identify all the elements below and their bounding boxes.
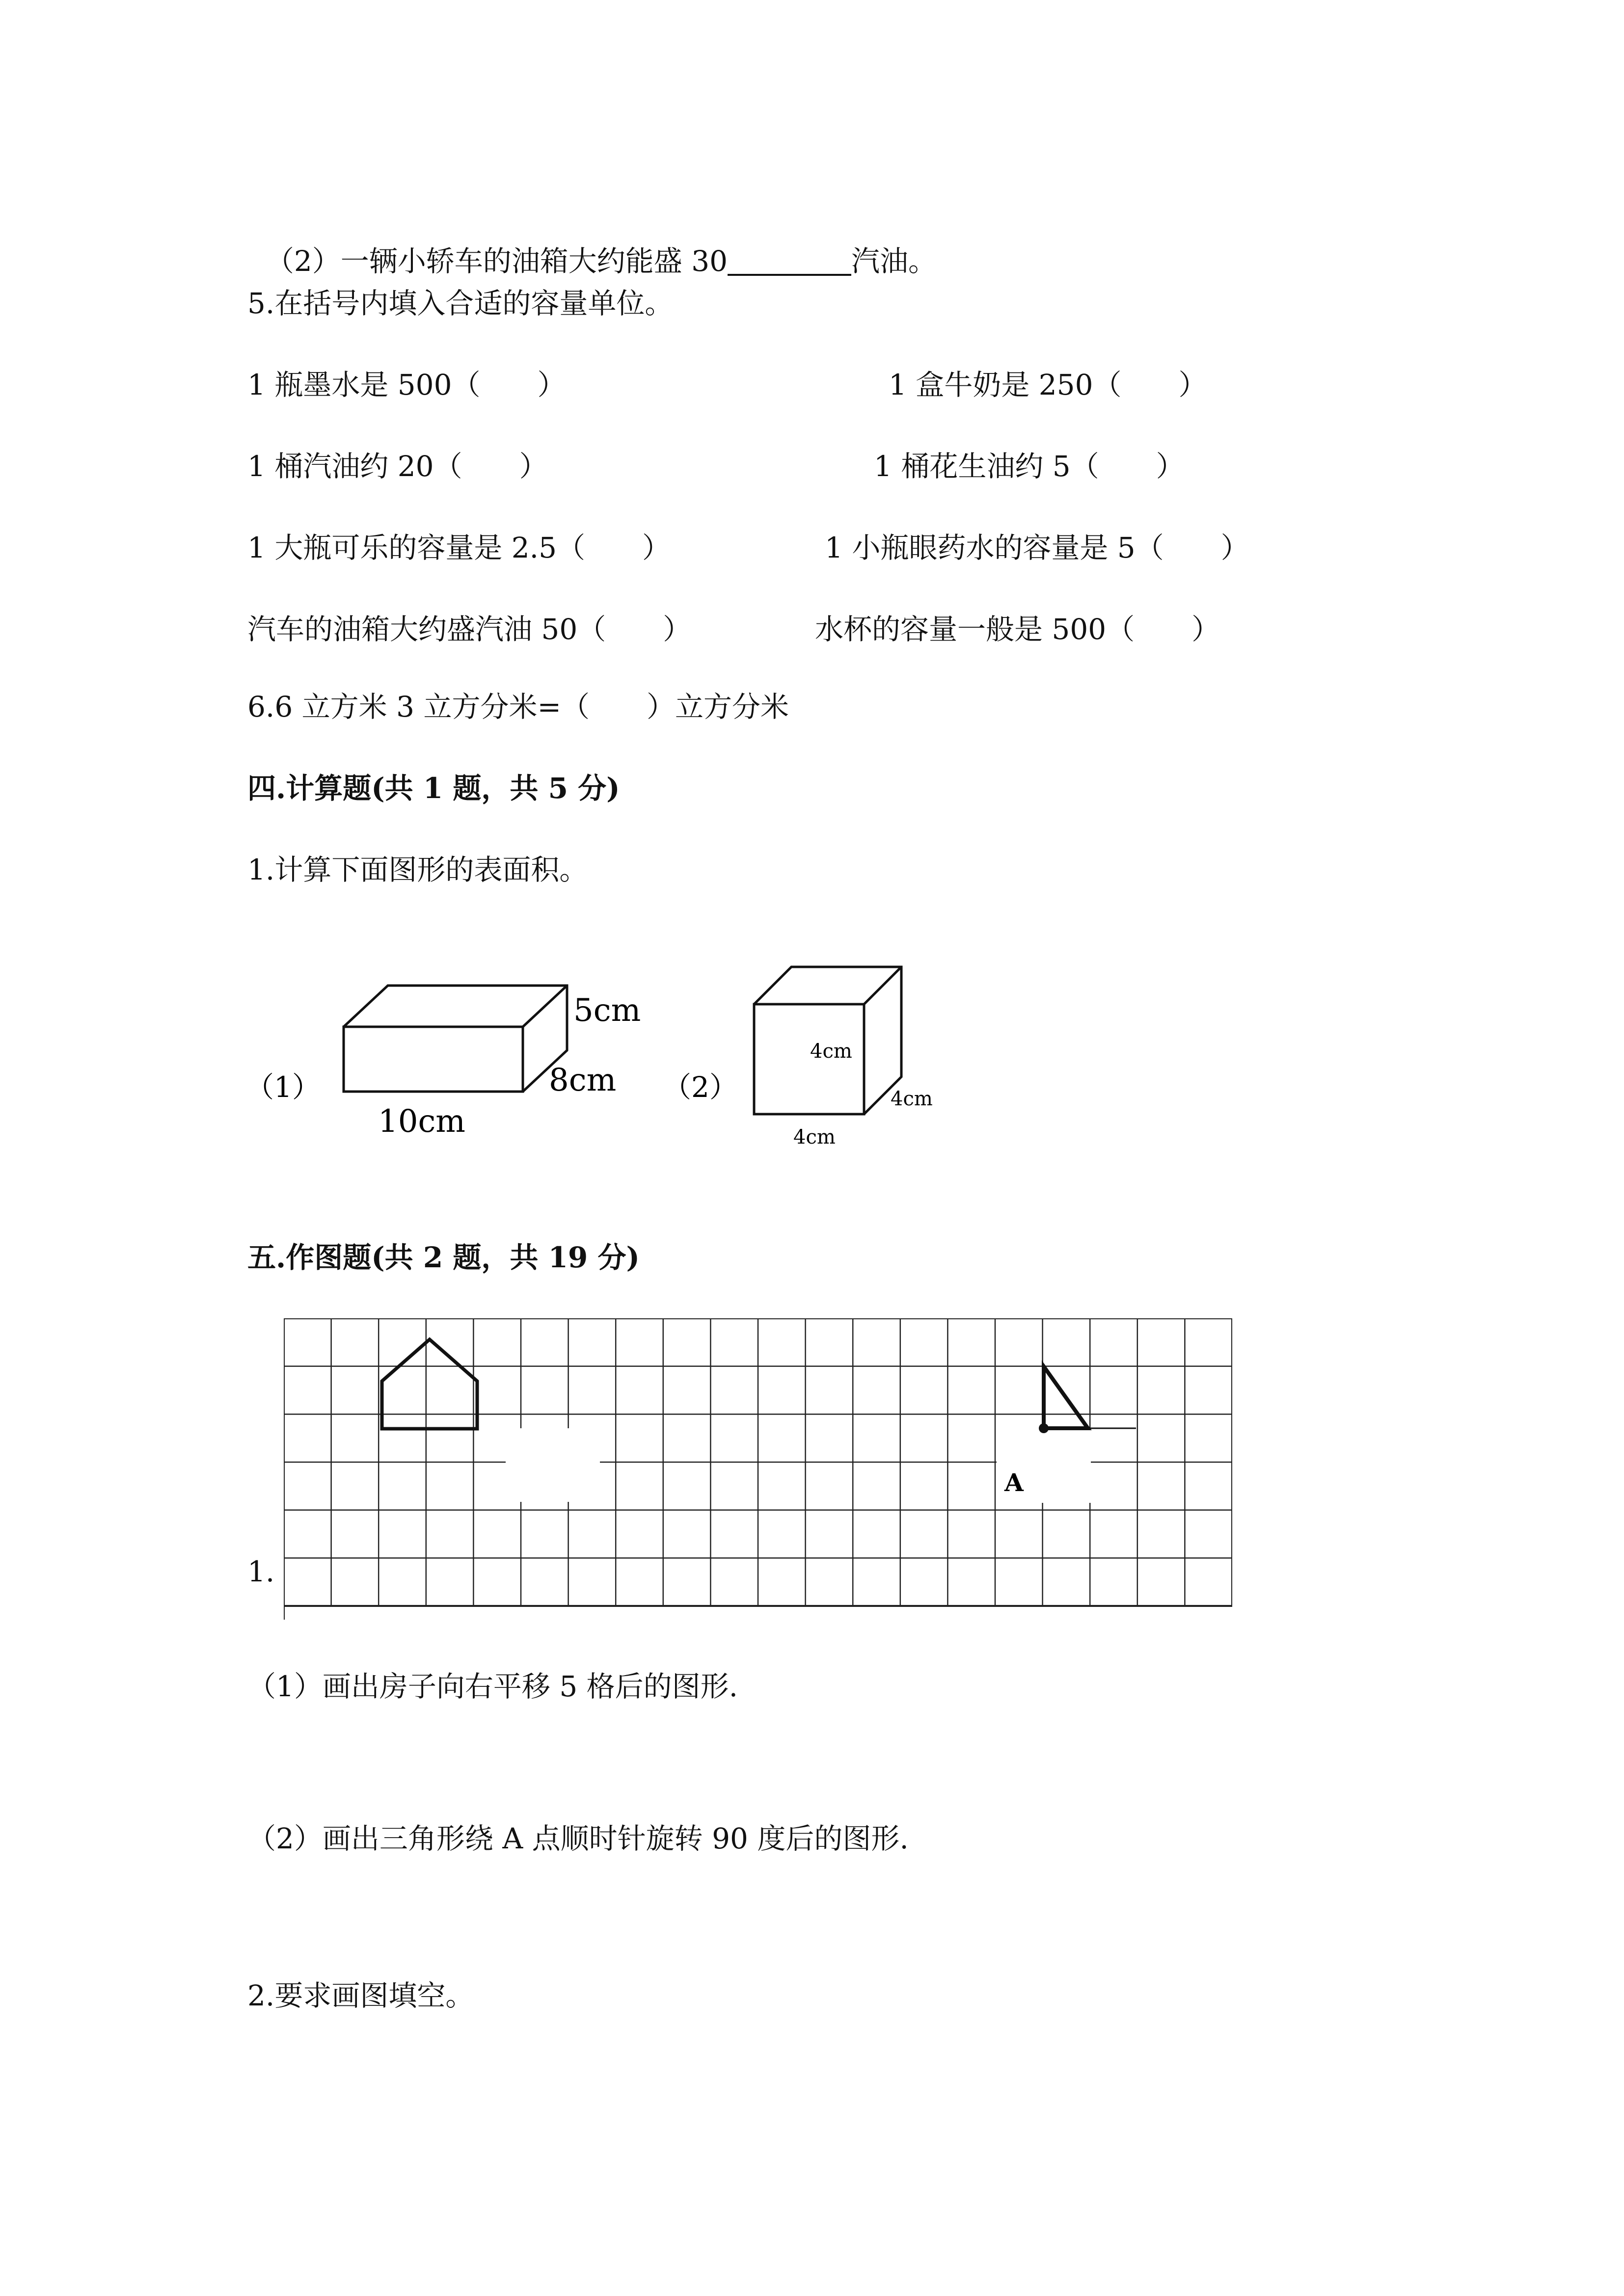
house-shape: [382, 1339, 477, 1429]
drawing-grid[interactable]: [284, 1318, 1232, 1620]
section-5-heading: 五.作图题(共 2 题，共 19 分): [247, 1241, 640, 1274]
q5-row3-right: 1 小瓶眼药水的容量是 5（ ）: [825, 531, 1249, 564]
cuboid-figure: [245, 957, 687, 1153]
triangle-shape: [1044, 1366, 1088, 1428]
answer-blank[interactable]: [728, 245, 851, 276]
fig2-depth-label: 4cm: [891, 1088, 933, 1110]
question-5-title: 5.在括号内填入合适的容量单位。: [247, 287, 674, 320]
q5-row2-left: 1 桶汽油约 20（ ）: [247, 450, 548, 483]
question-4-2: [247, 202, 937, 281]
point-a-marker: [1039, 1423, 1049, 1433]
section-4-question-1: 1.计算下面图形的表面积。: [247, 853, 588, 886]
fig2-height-label: 4cm: [810, 1040, 852, 1063]
fig1-label: （1）: [245, 1070, 321, 1104]
fig1-height-label: 5cm: [573, 992, 641, 1029]
q5-row4-right: 水杯的容量一般是 500（ ）: [815, 613, 1220, 646]
label-background: [506, 1428, 600, 1502]
q5-row4-left: 汽车的油箱大约盛汽油 50（ ）: [247, 613, 692, 646]
section-5-sub-2: （2）画出三角形绕 A 点顺时针旋转 90 度后的图形.: [247, 1822, 909, 1855]
section-4-heading: 四.计算题(共 1 题，共 5 分): [247, 772, 620, 805]
cube-figure: [663, 957, 967, 1153]
q5-row3-left: 1 大瓶可乐的容量是 2.5（ ）: [247, 531, 671, 564]
fig2-length-label: 4cm: [793, 1126, 836, 1148]
point-a-label: A: [1004, 1468, 1024, 1497]
question-6: 6.6 立方米 3 立方分米=（ ）立方分米: [247, 690, 789, 723]
fig1-length-label: 10cm: [378, 1103, 465, 1140]
q5-row1-right: 1 盒牛奶是 250（ ）: [889, 368, 1207, 401]
section-5-question-1-number: 1.: [247, 1555, 275, 1588]
fig1-width-label: 8cm: [549, 1062, 617, 1098]
q5-row1-left: 1 瓶墨水是 500（ ）: [247, 368, 566, 401]
section-5-sub-1: （1）画出房子向右平移 5 格后的图形.: [247, 1670, 738, 1703]
fig2-label: （2）: [663, 1070, 738, 1104]
q4-2-suffix: 汽油。: [851, 244, 937, 278]
section-5-question-2: 2.要求画图填空。: [247, 1979, 474, 2012]
q5-row2-right: 1 桶花生油约 5（ ）: [874, 450, 1185, 483]
q4-2-prefix: （2）一辆小轿车的油箱大约能盛 30: [265, 244, 728, 278]
